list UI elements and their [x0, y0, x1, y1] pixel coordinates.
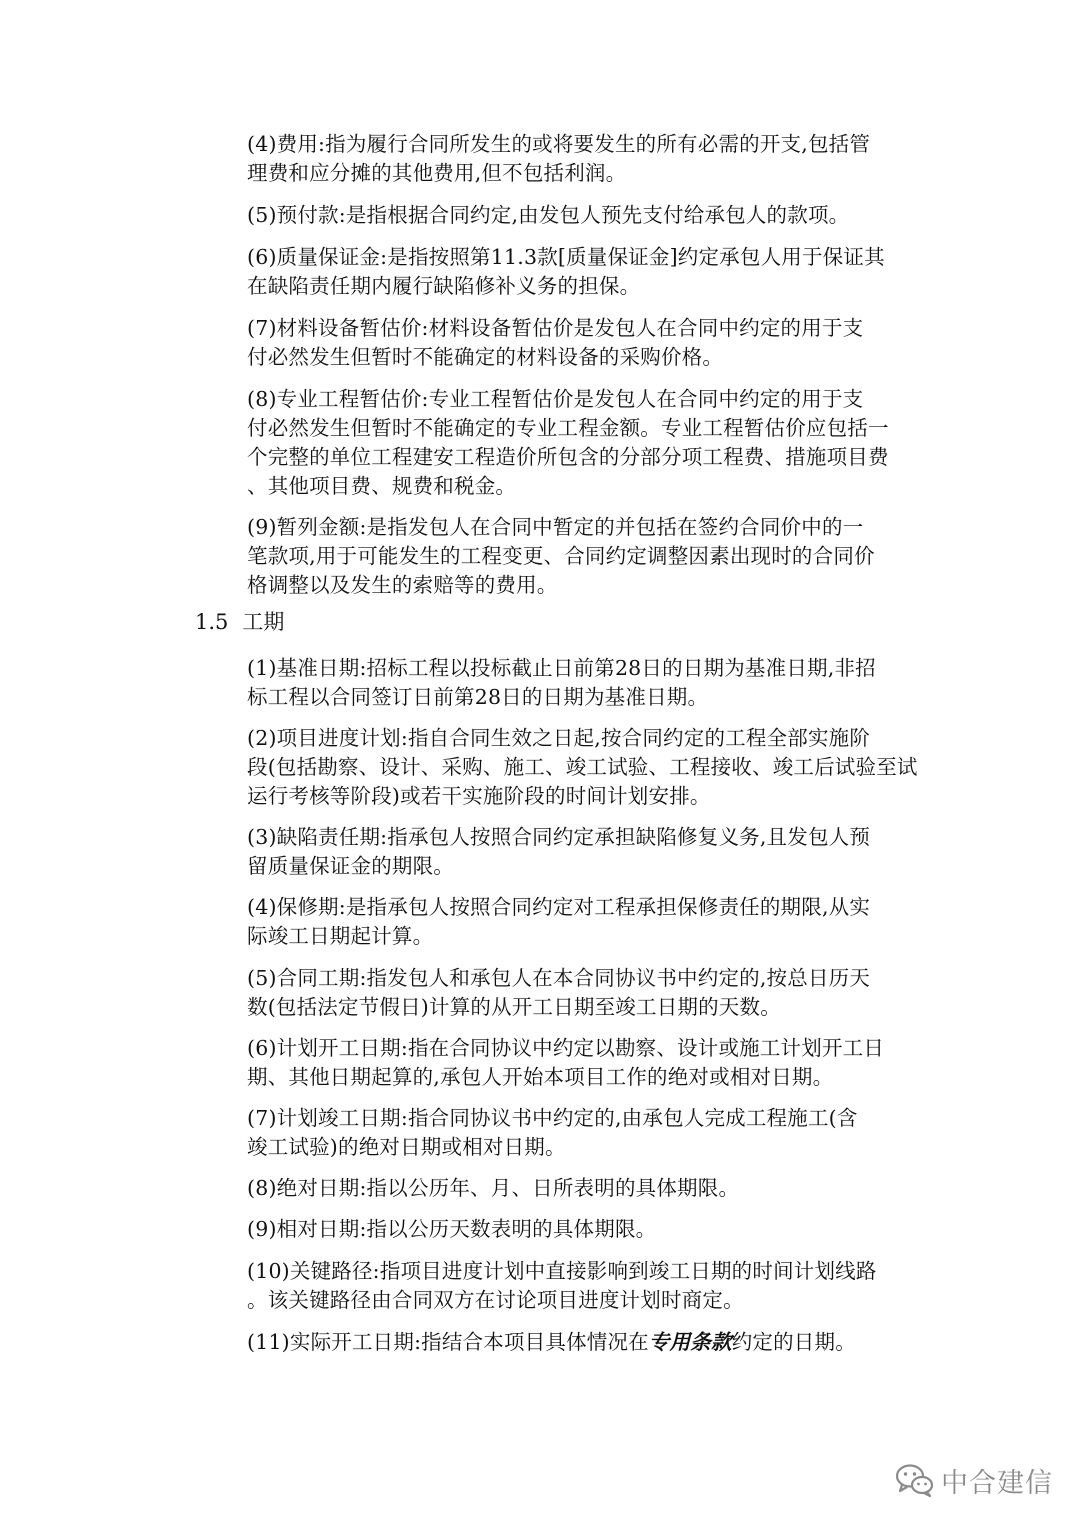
definition-paragraph: (11)实际开工日期:指结合本项目具体情况在专用条款约定的日期。 [247, 1330, 856, 1354]
definition-paragraph: (9)相对日期:指以公历天数表明的具体期限。 [247, 1217, 657, 1241]
definition-paragraph: (6)计划开工日期:指在合同协议中约定以勘察、设计或施工计划开工日 期、其他日期起算的,承包人开始本项目工作的绝对或相对日期。 [247, 1036, 885, 1089]
wechat-icon [895, 1463, 935, 1497]
section-title: 工期 [242, 610, 285, 634]
definition-paragraph: (5)合同工期:指发包人和承包人在本合同协议书中约定的,按总日历天 数(包括法定节假日)计算的从开工日期至竣工日期的天数。 [247, 966, 871, 1019]
definition-paragraph: (6)质量保证金:是指按照第11.3款[质量保证金]约定承包人用于保证其 在缺陷责任期内履行缺陷修补义务的担保。 [247, 245, 885, 298]
definition-paragraph: (4)费用:指为履行合同所发生的或将要发生的所有必需的开支,包括管 理费和应分摊的其他费用,但不包括利润。 [247, 132, 871, 185]
watermark-text: 中合建信 [941, 1467, 1053, 1499]
section-number: 1.5 [195, 610, 229, 634]
definition-paragraph: (8)专业工程暂估价:专业工程暂估价是发包人在合同中约定的用于支 付必然发生但暂时不能确定的专业工程金额。专业工程暂估价应包括一 个完整的单位工程建安工程造价所包含的分部分项工程费、措施项目费 、其他项目费、规费和税金。 [247, 387, 889, 498]
definition-paragraph: (5)预付款:是指根据合同约定,由发包人预先支付给承包人的款项。 [247, 203, 850, 227]
definition-paragraph: (8)绝对日期:指以公历年、月、日所表明的具体期限。 [247, 1176, 740, 1200]
section-heading [195, 608, 284, 637]
definition-paragraph: (9)暂列金额:是指发包人在合同中暂定的并包括在签约合同价中的一 笔款项,用于可能发生的工程变更、合同约定调整因素出现时的合同价 格调整以及发生的索赔等的费用。 [247, 515, 875, 597]
definition-paragraph: (2)项目进度计划:指自合同生效之日起,按合同约定的工程全部实施阶 段(包括勘察、设计、采购、施工、竣工试验、工程接收、竣工后试验至试 运行考核等阶段)或若干实施阶段的时间计划安排。 [247, 726, 918, 808]
definition-paragraph: (3)缺陷责任期:指承包人按照合同约定承担缺陷修复义务,且发包人预 留质量保证金的期限。 [247, 825, 871, 878]
definition-paragraph: (7)材料设备暂估价:材料设备暂估价是发包人在合同中约定的用于支 付必然发生但暂时不能确定的材料设备的采购价格。 [247, 316, 864, 369]
definition-paragraph: (1)基准日期:招标工程以投标截止日前第28日的日期为基准日期,非招 标工程以合同签订日前第28日的日期为基准日期。 [247, 656, 876, 709]
definition-paragraph: (7)计划竣工日期:指合同协议书中约定的,由承包人完成工程施工(含 竣工试验)的绝对日期或相对日期。 [247, 1106, 858, 1159]
definition-paragraph: (10)关键路径:指项目进度计划中直接影响到竣工日期的时间计划线路 。该关键路径由合同双方在讨论项目进度计划时商定。 [247, 1259, 877, 1312]
definition-paragraph: (4)保修期:是指承包人按照合同约定对工程承担保修责任的期限,从实 际竣工日期起计算。 [247, 895, 871, 948]
emphasis-text: 专用条款 [648, 1330, 732, 1354]
watermark [895, 1458, 1053, 1502]
